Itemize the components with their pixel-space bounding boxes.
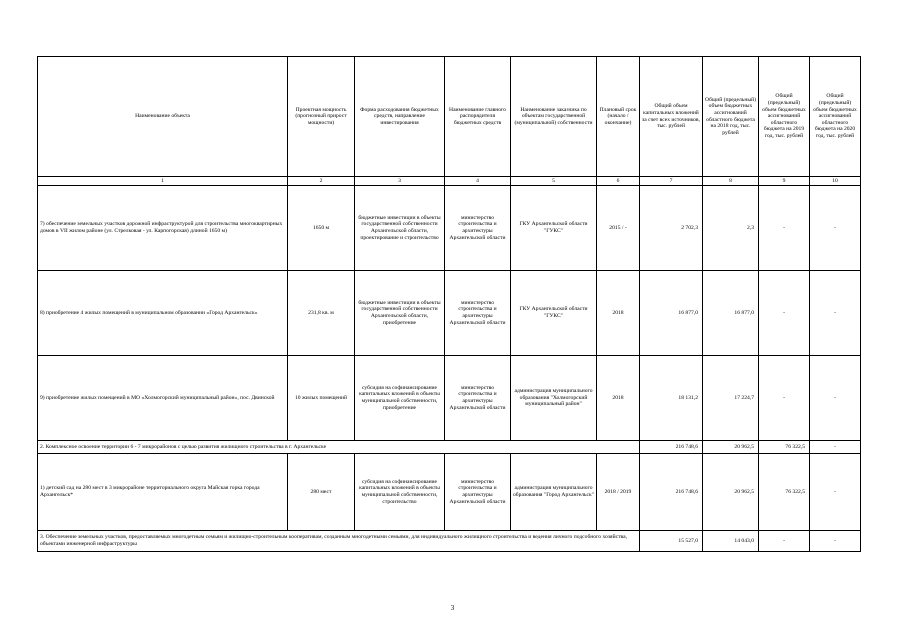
column-number: 2 <box>288 177 355 186</box>
investment-table <box>37 56 861 552</box>
capacity-cell: 10 жилых помещений <box>288 356 355 441</box>
column-number: 4 <box>445 177 511 186</box>
budget-2018-cell: 16 877,0 <box>703 271 759 356</box>
customer-cell: администрация муниципального образования "Холмогорский муниципальный район" <box>511 356 597 441</box>
budget-2018-cell: 2,3 <box>703 186 759 271</box>
budget-2020-cell: - <box>810 186 861 271</box>
spending-form-cell: бюджетные инвестиции в объекты государственной собственности Архангельской области, проектирование и строительство <box>355 186 445 271</box>
budget-2019-cell: 76 322,5 <box>759 454 810 531</box>
column-number: 6 <box>597 177 640 186</box>
header-cell: Общий (предельный) объем бюджетных ассигнований областного бюджета на 2019 год, тыс. рублей <box>759 57 810 177</box>
header-cell: Общий (предельный) объем бюджетных ассигнований областного бюджета на 2018 год, тыс. рублей <box>703 57 759 177</box>
customer-cell: ГКУ Архангельской области "ГУКС" <box>511 186 597 271</box>
customer-cell: администрация муниципального образования "Город Архангельск" <box>511 454 597 531</box>
header-cell: Проектная мощность (прогнозный прирост мощности) <box>288 57 355 177</box>
total-cell: 2 702,3 <box>640 186 703 271</box>
table-row <box>38 454 861 531</box>
column-number-row <box>38 177 861 186</box>
spending-form-cell: бюджетные инвестиции в объекты государственной собственности Архангельской области, приобретение <box>355 271 445 356</box>
budget-2020-cell: - <box>810 356 861 441</box>
header-cell: Общий (предельный) объем бюджетных ассигнований областного бюджета на 2020 год, тыс. рублей <box>810 57 861 177</box>
column-number: 7 <box>640 177 703 186</box>
period-cell: 2018 / 2019 <box>597 454 640 531</box>
section-title-cell: 3. Обеспечение земельных участков, предоставляемых многодетным семьям и жилищно-строительным кооперативам, созданным многодетными семьями, для индивидуального жилищного строительства и ведения личного подсобного хозяйства, объектами инженерной инфраструктуры <box>38 531 640 552</box>
column-number: 8 <box>703 177 759 186</box>
manager-cell: министерство строительства и архитектуры Архангельской области <box>445 356 511 441</box>
budget-2019-cell: - <box>759 531 810 552</box>
manager-cell: министерство строительства и архитектуры Архангельской области <box>445 454 511 531</box>
header-cell: Наименование главного распорядителя бюджетных средств <box>445 57 511 177</box>
total-cell: 216 748,6 <box>640 454 703 531</box>
budget-2020-cell: - <box>810 271 861 356</box>
section-row <box>38 441 861 454</box>
budget-2019-cell: - <box>759 186 810 271</box>
budget-2018-cell: 14 043,0 <box>703 531 759 552</box>
period-cell: 2015 / - <box>597 186 640 271</box>
table-row <box>38 186 861 271</box>
budget-2019-cell: - <box>759 356 810 441</box>
manager-cell: министерство строительства и архитектуры Архангельской области <box>445 271 511 356</box>
column-number: 5 <box>511 177 597 186</box>
capacity-cell: 280 мест <box>288 454 355 531</box>
column-number: 1 <box>38 177 288 186</box>
budget-2020-cell: - <box>810 531 861 552</box>
budget-2019-cell: 76 322,5 <box>759 441 810 454</box>
period-cell: 2018 <box>597 271 640 356</box>
customer-cell: ГКУ Архангельской области "ГУКС" <box>511 271 597 356</box>
section-title-cell: 2. Комплексное освоение территории 6 - 7 микрорайонов с целью развития жилищного строительства в г. Архангельске <box>38 441 640 454</box>
table-row <box>38 356 861 441</box>
total-cell: 15 527,0 <box>640 531 703 552</box>
budget-2018-cell: 20 962,5 <box>703 454 759 531</box>
header-cell: Форма расходования бюджетных средств, направление инвестирования <box>355 57 445 177</box>
budget-2018-cell: 17 224,7 <box>703 356 759 441</box>
spending-form-cell: субсидия на софинансирование капитальных вложений в объекты муниципальной собственности, строительство <box>355 454 445 531</box>
capacity-cell: 1650 м <box>288 186 355 271</box>
budget-2020-cell: - <box>810 454 861 531</box>
budget-2020-cell: - <box>810 441 861 454</box>
column-number: 3 <box>355 177 445 186</box>
section-row <box>38 531 861 552</box>
total-cell: 216 748,6 <box>640 441 703 454</box>
object-name-cell: 9) приобретение жилых помещений в МО «Холмогорский муниципальный район», пос. Двинской <box>38 356 288 441</box>
budget-2019-cell: - <box>759 271 810 356</box>
object-name-cell: 1) детский сад на 280 мест в 3 микрорайоне территориального округа Майская горка города Архангельск* <box>38 454 288 531</box>
header-cell: Общий объем капитальных вложений за счет всех источников, тыс. рублей <box>640 57 703 177</box>
manager-cell: министерство строительства и архитектуры Архангельской области <box>445 186 511 271</box>
budget-2018-cell: 20 962,5 <box>703 441 759 454</box>
period-cell: 2018 <box>597 356 640 441</box>
table-row <box>38 271 861 356</box>
total-cell: 18 131,2 <box>640 356 703 441</box>
page-number: 3 <box>450 604 455 612</box>
column-number: 10 <box>810 177 861 186</box>
object-name-cell: 8) приобретение 4 жилых помещений в муниципальном образовании «Город Архангельск» <box>38 271 288 356</box>
total-cell: 16 877,0 <box>640 271 703 356</box>
header-cell: Наименование объекта <box>38 57 288 177</box>
header-cell: Наименование заказчика по объектам государственной (муниципальной) собственности <box>511 57 597 177</box>
header-cell: Плановый срок (начало / окончание) <box>597 57 640 177</box>
object-name-cell: 7) обеспечение земельных участков дорожной инфраструктурой для строительства многоквартирных домов в VII жилом районе (ул. Стрелковая - ул. Карпогорская) длиной 1650 м) <box>38 186 288 271</box>
column-number: 9 <box>759 177 810 186</box>
capacity-cell: 231,8 кв. м <box>288 271 355 356</box>
header-row <box>38 57 861 177</box>
spending-form-cell: субсидия на софинансирование капитальных вложений в объекты муниципальной собственности, приобретение <box>355 356 445 441</box>
